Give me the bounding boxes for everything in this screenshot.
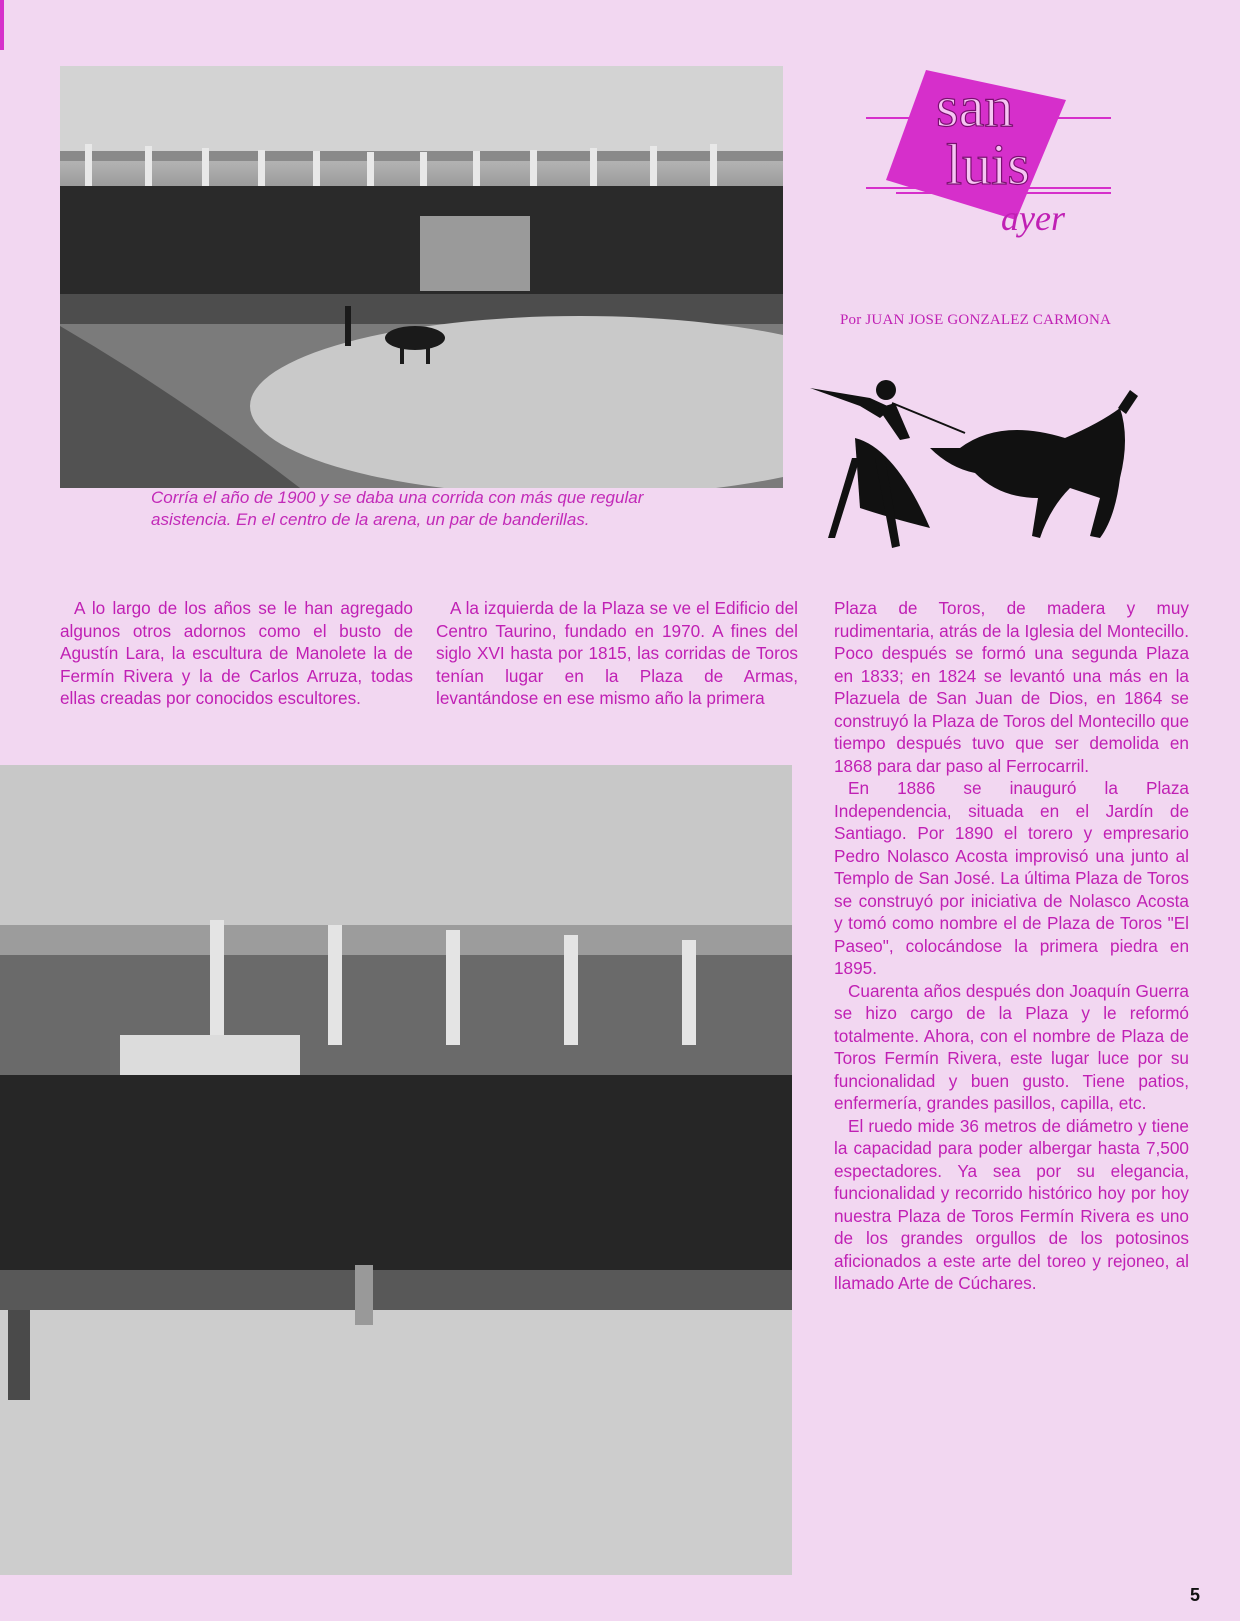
paragraph: El ruedo mide 36 metros de diámetro y tiene la capacidad para poder albergar hasta 7,500 espectadores. Ya sea por su elegancia, funcionalidad y recorrido histórico hoy por hoy nuestra Plaza de Toros Fermín Rivera es uno de los grandes orgullos de los potosinos aficionados a este arte del toreo y rejoneo, al llamado Arte de Cúchares.	[834, 1115, 1189, 1293]
edge-color-mark	[0, 0, 4, 50]
logo-line-2: luis	[946, 132, 1030, 197]
page-number: 5	[1190, 1585, 1201, 1605]
article-column-3	[834, 597, 1189, 1295]
logo-graphic	[866, 70, 1116, 245]
paragraph: A la izquierda de la Plaza se ve el Edificio del Centro Taurino, fundado en 1970. A fines del siglo XVI hasta por 1815, las corridas de Toros tenían lugar en la Plaza de Armas, levantándose en ese mismo año la primera	[436, 598, 798, 708]
paragraph: Plaza de Toros, de madera y muy rudimentaria, atrás de la Iglesia del Montecillo. Poco después se formó una segunda Plaza en 1833; en 1824 se levantó una más en la Plazuela de San Juan de Dios, en 1864 se construyó la Plaza de Toros del Montecillo que tiempo después tuvo que ser demolida en 1868 para dar paso al Ferrocarril.	[834, 598, 1189, 776]
logo-line-1: san	[936, 74, 1014, 139]
paragraph: Cuarenta años después don Joaquín Guerra se hizo cargo de la Plaza y le reformó totalmente. Ahora, con el nombre de Plaza de Toros Fermín Rivera, este lugar luce por su funcionalidad y buen gusto. Tiene patios, enfermería, grandes pasillos, capilla, etc.	[834, 980, 1189, 1113]
bullring-photo-illustration	[60, 66, 783, 488]
san-luis-ayer-logo	[866, 70, 1116, 245]
bullring-photo-1900	[60, 66, 783, 488]
logo-script: ayer	[1001, 198, 1065, 238]
article-column-1	[60, 597, 413, 710]
stands-photo-illustration	[0, 765, 792, 1575]
author-byline: Por JUAN JOSE GONZALEZ CARMONA	[840, 312, 1112, 328]
photo-caption: Corría el año de 1900 y se daba una corrida con más que regular asistencia. En el centro de la arena, un par de banderillas.	[151, 488, 644, 529]
article-column-2	[436, 597, 798, 710]
paragraph: En 1886 se inauguró la Plaza Independencia, situada en el Jardín de Santiago. Por 1890 el torero y empresario Pedro Nolasco Acosta improvisó una junto al Templo de San José. La última Plaza de Toros se construyó por iniciativa de Nolasco Acosta y tomó como nombre el de Plaza de Toros "El Paseo", colocándose la primera piedra en 1895.	[834, 778, 1189, 978]
paragraph: A lo largo de los años se le han agregado algunos otros adornos como el busto de Agustín Lara, la escultura de Manolete la de Fermín Rivera y la de Carlos Arruza, todas ellas creadas por conocidos escultores.	[60, 598, 413, 708]
bullring-stands-photo	[0, 765, 792, 1575]
bullfighter-drawing	[800, 378, 1160, 558]
bullfighter-illustration	[800, 378, 1160, 558]
